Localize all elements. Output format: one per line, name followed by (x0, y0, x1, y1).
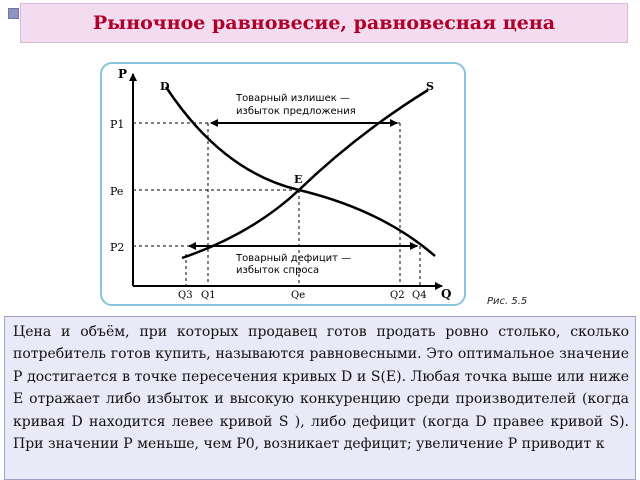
quantity-axis-label: Q (441, 287, 452, 301)
figure-caption: Рис. 5.5 (487, 296, 528, 307)
supply-demand-diagram (102, 64, 464, 304)
equilibrium-label: E (294, 173, 303, 186)
deficit-label-line2: избыток спроса (236, 265, 320, 276)
price-axis-label: P (118, 67, 128, 81)
tick-p1: P1 (110, 118, 125, 131)
tick-q2: Q2 (390, 290, 405, 301)
deficit-label-line1: Товарный дефицит — (236, 253, 352, 264)
bullet-marker (8, 8, 19, 19)
explanation-text: Цена и объём, при которых продавец готов продать ровно столько, сколько потребитель готов купить, называются равновесными. Это оптимальное значение Р достигается в точке пересечения кривых D и S(E). Любая точка выше или ниже Е отражает либо избыток и высокую конкуренцию среди производителей (когда кривая D находится левее кривой S ), либо дефицит (когда D правее кривой S). При значении Р меньше, чем Р0, возникает дефицит; увеличение Р приводит к (13, 324, 629, 453)
supply-label: S (426, 80, 434, 93)
tick-q3: Q3 (178, 290, 193, 301)
title-banner (20, 3, 628, 43)
demand-label: D (160, 80, 170, 93)
tick-qe: Qe (291, 290, 306, 301)
tick-q1: Q1 (201, 290, 216, 301)
tick-p2: P2 (110, 241, 125, 254)
tick-q4: Q4 (412, 290, 427, 301)
slide-title: Рыночное равновесие, равновесная цена (92, 12, 556, 34)
tick-pe: Pe (110, 185, 124, 198)
surplus-label-line1: Товарный излишек — (236, 93, 350, 104)
explanation-box (4, 316, 636, 480)
surplus-label-line2: избыток предложения (236, 106, 356, 117)
diagram-frame (100, 62, 466, 306)
